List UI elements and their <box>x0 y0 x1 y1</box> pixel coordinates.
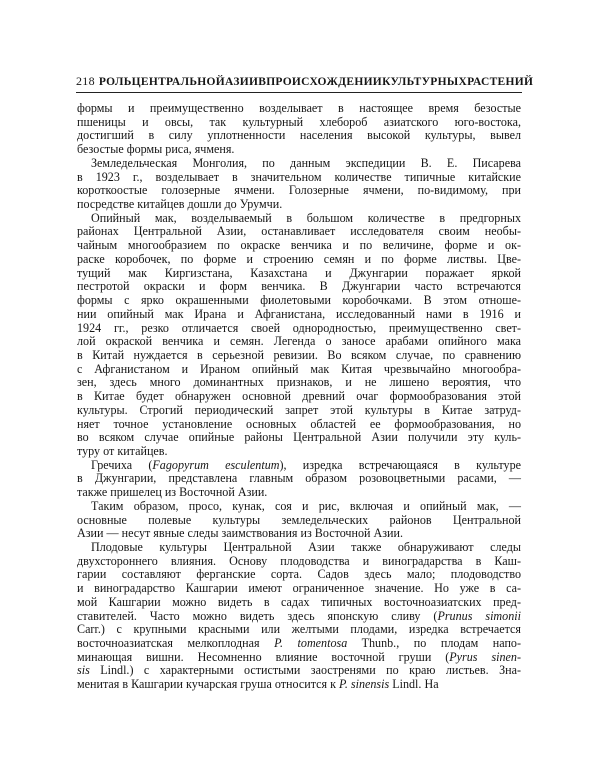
text-line: в 1923 г., возделывает в значительном количестве типичные китайские <box>77 169 521 184</box>
text-line: Азии — несут явные следы заимствования из Восточной Азии. <box>77 526 404 541</box>
text-line <box>77 651 521 665</box>
text-line: Опийный мак, возделываемый в большом количестве в предгорных <box>91 210 521 225</box>
text-line: раске коробочек, по форме и строению семян и по форме листвы. Цве- <box>77 251 521 266</box>
text-segment: Гречиха ( <box>91 457 153 472</box>
text-line <box>77 678 521 692</box>
page-body-text <box>77 102 521 692</box>
text-segment: восточноазиатская мелкоплодная <box>77 636 275 651</box>
paragraph <box>77 500 521 541</box>
text-line: двухстороннего влияния. Основу плодоводства и виноградарства в Каш- <box>77 553 521 568</box>
running-title-word: ПРОИСХОЖДЕНИИ <box>266 76 383 88</box>
text-line: чайным многообразием по окраске венчика и по величине, форме и ок- <box>77 238 521 253</box>
text-line: нии опийный мак Ирана и Афганистана, исследованный нами в 1916 и <box>77 306 521 321</box>
text-line: 1924 гг., резко отличается своей однородностью, преимущественно свет- <box>77 320 521 335</box>
text-segment: Lindl. На <box>389 677 439 692</box>
running-title-word: АЗИИ <box>225 76 259 88</box>
text-line: безостые формы риса, ячменя. <box>77 142 235 157</box>
text-line <box>77 637 521 651</box>
text-line: пшеницы и овсы, так культурный хлебороб азиатского юго-востока, <box>77 114 521 129</box>
text-segment: ), изредка встречающаяся в культуре <box>279 457 522 472</box>
text-line <box>77 610 521 624</box>
text-segment: ставителей. Часто можно видеть здесь японскую сливу ( <box>77 608 438 623</box>
text-line <box>77 459 521 473</box>
text-line: районах Центральной Азии, останавливает исследователя своим необы- <box>77 224 521 239</box>
running-title <box>99 76 533 88</box>
text-segment: Thunb., по плодам напо- <box>347 636 522 651</box>
latin-name: P. sinensis <box>339 677 390 692</box>
text-line: туру от китайцев. <box>77 443 168 458</box>
text-line: Земледельческая Монголия, по данным экспедиции В. Е. Писарева <box>91 155 521 170</box>
text-line: в Китай нуждается в серьезной ревизии. Во всяком случае, по сравнению <box>77 347 521 362</box>
paragraph <box>77 459 521 500</box>
text-line: с Афганистаном и Ираном опийный мак Китая чрезвычайно многообра- <box>77 361 521 376</box>
running-header <box>76 74 534 89</box>
text-line <box>77 664 521 678</box>
running-title-word: РАСТЕНИЙ <box>467 76 534 88</box>
text-line: основные полевые культуры земледельческих районов Центральной <box>77 512 521 527</box>
text-line: Carr.) с крупными красными или желтыми плодами, изредка встречается <box>77 622 521 637</box>
header-rule <box>76 92 522 93</box>
text-line: Плодовые культуры Центральной Азии также обнаруживают следы <box>91 540 521 554</box>
text-segment: менитая в Кашгарии кучарская груша относится к <box>77 677 339 692</box>
latin-name: Pyrus sinen- <box>449 649 521 664</box>
paragraph <box>77 157 521 212</box>
text-line: в Китае будет обнаружен основной древний очаг формообразования этой <box>77 389 521 404</box>
text-segment: Lindl.) с характерными остистыми заостренями по краю листьев. Зна- <box>89 663 521 678</box>
text-line: также пришелец из Восточной Азии. <box>77 485 268 500</box>
text-line: и виноградарство Кашгарии имеют ограниченное значение. Но уже в са- <box>77 581 521 596</box>
text-line: посредстве китайцев дошли до Урумчи. <box>77 197 283 212</box>
latin-name: sis <box>77 663 90 678</box>
text-line: зен, здесь много доминантных признаков, и не лишено вероятия, что <box>77 375 521 390</box>
text-line: в Джунгарии, представлена главным образом розовоцветными расами, — <box>77 471 521 486</box>
text-line: няет точное установление основных областей ее формообразования, но <box>77 416 521 431</box>
paragraph <box>77 541 521 692</box>
latin-name: Prunus simonii <box>437 608 521 623</box>
text-segment: минающая вишни. Несомненно влияние восточной груши ( <box>77 649 450 664</box>
running-title-word: КУЛЬТУРНЫХ <box>382 76 468 88</box>
text-line: гарии составляют ферганские сорта. Садов здесь мало; плодоводство <box>77 567 521 582</box>
latin-name: Fagopyrum esculentum <box>152 457 280 472</box>
running-title-word: В <box>258 76 267 88</box>
text-line: мой Кашгарии можно видеть в садах типичных восточноазиатских пред- <box>77 594 521 609</box>
text-line: пестротой окраски и форм венчика. В Джунгарии часто встречаются <box>77 279 521 294</box>
text-line: формы с ярко окрашенными фиолетовыми коробочками. В этом отноше- <box>77 293 521 308</box>
paragraph <box>77 212 521 459</box>
text-line: достигший в силу уплотненности населения высокой культуры, вывел <box>77 128 521 143</box>
text-line: во всяком случае опийные районы Центральной Азии получили эту куль- <box>77 430 521 445</box>
text-line: короткоостые голозерные ячмени. Голозерные ячмени, по-видимому, при <box>77 183 521 198</box>
page-number: 218 <box>76 74 95 88</box>
latin-name: P. tomentosa <box>274 636 348 651</box>
running-title-word: РОЛЬ <box>98 76 132 88</box>
running-title-word: ЦЕНТРАЛЬНОЙ <box>131 76 226 88</box>
paragraph <box>77 102 521 157</box>
text-line: формы и преимущественно возделывает в настоящее время безостые <box>77 101 521 115</box>
text-line: Таким образом, просо, кунак, соя и рис, включая и опийный мак, — <box>91 498 521 513</box>
text-line: культуры. Строгий периодический запрет этой культуры в Китае затруд- <box>77 402 521 417</box>
text-line: лой окраской венчика и семян. Легенда о заносе арабами опийного мака <box>77 334 521 349</box>
text-line: тущий мак Киргизстана, Казахстана и Джунгарии поражает яркой <box>77 265 521 280</box>
